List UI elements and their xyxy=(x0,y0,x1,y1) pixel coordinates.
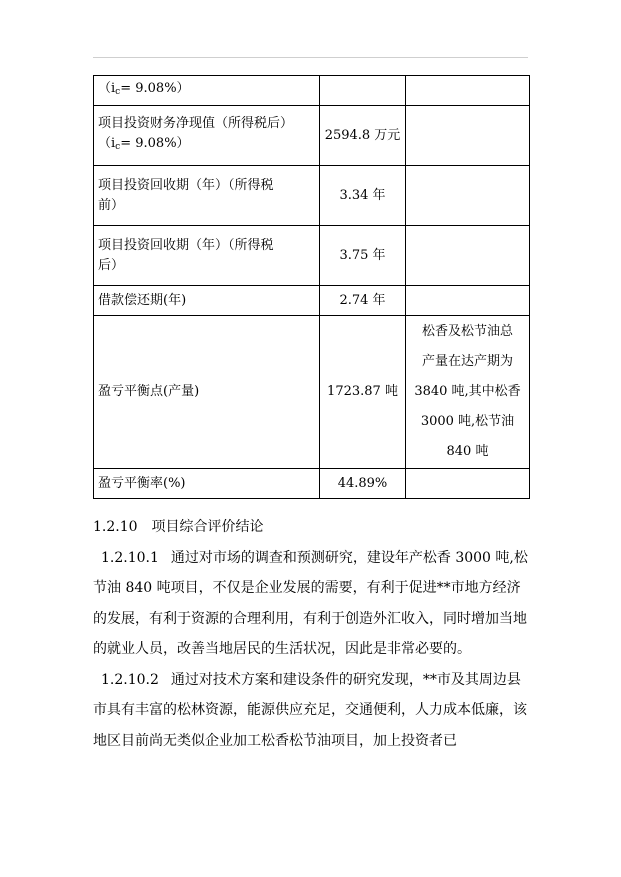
indicator-table xyxy=(93,75,530,499)
indicator-note-cell xyxy=(406,469,530,499)
indicator-label: 借款偿还期(年) xyxy=(98,292,187,308)
indicator-value-cell xyxy=(320,469,406,499)
indicator-label-cell xyxy=(94,106,320,166)
page-header-rule xyxy=(93,57,528,58)
indicator-value: 3.34 年 xyxy=(339,187,386,203)
table-row xyxy=(94,106,530,166)
indicator-note: 松香及松节油总 xyxy=(421,324,513,339)
indicator-label: 盈亏平衡点(产量) xyxy=(98,384,200,399)
table-row xyxy=(94,166,530,226)
indicator-note-cell xyxy=(406,76,530,106)
section-number: 1.2.10 xyxy=(93,519,138,535)
indicator-value-cell xyxy=(320,316,406,469)
indicator-note-cell xyxy=(406,226,530,286)
section-heading xyxy=(93,512,533,543)
indicator-label: 后） xyxy=(98,257,125,273)
table-row xyxy=(94,76,530,106)
indicator-label-cell xyxy=(94,286,320,316)
indicator-note-cell xyxy=(406,286,530,316)
table-row xyxy=(94,286,530,316)
indicator-label-cell xyxy=(94,76,320,106)
indicator-note: 3840 吨,其中松香 xyxy=(414,384,521,399)
indicator-label: 项目投资回收期（年）（所得税 xyxy=(98,177,274,193)
indicator-note: 840 吨 xyxy=(446,444,489,459)
indicator-note-cell xyxy=(406,316,530,469)
indicator-label: 前） xyxy=(98,197,125,213)
indicator-value: 2.74 年 xyxy=(339,292,386,308)
paragraph-number: 1.2.10.2 xyxy=(101,671,159,688)
indicator-value-cell xyxy=(320,286,406,316)
indicator-label: 项目投资回收期（年）（所得税 xyxy=(98,237,274,253)
indicator-label: 盈亏平衡率(%) xyxy=(98,475,186,491)
indicator-label-cell xyxy=(94,166,320,226)
indicator-note-cell xyxy=(406,166,530,226)
table-row xyxy=(94,316,530,469)
indicator-value-cell xyxy=(320,76,406,106)
indicator-value-cell xyxy=(320,166,406,226)
paragraph-text: 通过对技术方案和建设条件的研究发现，**市及其周边县市具有丰富的松林资源，能源供应充足，交通便利，人力成本低廉，该地区目前尚无类似企业加工松香松节油项目，加上投资者已 xyxy=(93,671,527,749)
indicator-label-cell xyxy=(94,226,320,286)
table-row xyxy=(94,226,530,286)
indicator-value-cell xyxy=(320,226,406,286)
conclusions-section xyxy=(93,512,533,756)
indicator-value: 1723.87 吨 xyxy=(327,384,398,399)
paragraph-number: 1.2.10.1 xyxy=(101,549,159,566)
section-title: 项目综合评价结论 xyxy=(151,519,264,535)
indicator-label: 项目投资财务净现值（所得税后） xyxy=(98,116,294,131)
indicator-value: 3.75 年 xyxy=(339,247,386,263)
indicator-note: 3000 吨,松节油 xyxy=(420,414,515,429)
indicator-value: 2594.8 万元 xyxy=(324,127,401,143)
conclusion-paragraph xyxy=(93,665,533,757)
indicator-value: 44.89% xyxy=(337,475,388,491)
rate-line: $(i_c= 9.08\%)$ xyxy=(98,136,190,152)
indicator-value-cell xyxy=(320,106,406,166)
indicator-note-cell xyxy=(406,106,530,166)
rate-line: $(i_c= 9.08\%)$ xyxy=(98,81,190,97)
conclusion-paragraph xyxy=(93,543,533,665)
table-row xyxy=(94,469,530,499)
indicator-label-cell xyxy=(94,316,320,469)
indicator-label-cell xyxy=(94,469,320,499)
paragraph-text: 通过对市场的调查和预测研究，建设年产松香 3000 吨,松节油 840 吨项目，不仅是企业发展的需要，有利于促进**市地方经济的发展，有利于资源的合理利用，有利于创造外汇收入，同时增加当地的就业人员，改善当地居民的生活状况，因此是非常必要的。 xyxy=(93,549,528,657)
indicator-note: 产量在达产期为 xyxy=(421,354,513,369)
